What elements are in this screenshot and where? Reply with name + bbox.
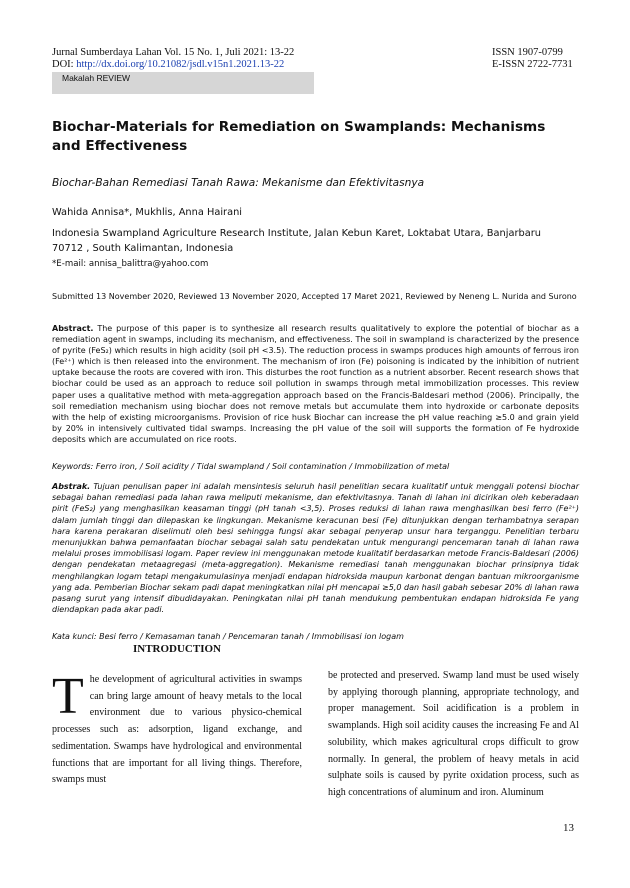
- kata-kunci: Kata kunci: Besi ferro / Kemasaman tanah / Pencemaran tanah / Immobilisasi ion logam: [52, 632, 404, 641]
- doi-link[interactable]: http://dx.doi.org/10.21082/jsdl.v15n1.2021.13-22: [76, 59, 285, 70]
- doi-line: [52, 59, 284, 71]
- author-list: Wahida Annisa*, Mukhlis, Anna Hairani: [52, 207, 243, 218]
- section-heading-introduction: INTRODUCTION: [132, 643, 221, 655]
- corresponding-email: *E-mail: annisa_balittra@yahoo.com: [52, 259, 209, 269]
- issn: ISSN 1907-0799: [492, 47, 563, 58]
- abstrak-label: Abstrak.: [52, 482, 91, 491]
- abstract-label: Abstract.: [52, 324, 94, 333]
- abstract: [52, 323, 579, 445]
- journal-citation: Jurnal Sumberdaya Lahan Vol. 15 No. 1, Juli 2021: 13-22: [52, 47, 295, 58]
- intro-right-column: be protected and preserved. Swamp land must be used wisely by applying thorough planning, appropriate technology, and proper management. Soil acidification is a problem in swamplands. High soil acidity causes the increasing Fe and Al solubility, which makes agricultural crops difficult to grow normally. In general, the problem of heavy metals in acid sulphate soils is caused by pyrite oxidation process, such as high concentrations of aluminum and iron. Aluminum: [328, 670, 579, 798]
- intro-left-text: he development of agricultural activities in swamps can bring large amount of heavy metals to the local environment due to various physico-chemical processes such as: adsorption, ligand exchange, and sedimentation. Swamps have hydrological and environmental functions that are important for all living things. Therefore, swamps must: [52, 674, 302, 786]
- affiliation: Indonesia Swampland Agriculture Research Institute, Jalan Kebun Karet, Loktabat Utara, Banjarbaru 70712 , South Kalimantan, Indonesia: [52, 228, 541, 254]
- submission-history: Submitted 13 November 2020, Reviewed 13 November 2020, Accepted 17 Maret 2021, Reviewed by Neneng L. Nurida and Surono: [52, 292, 577, 301]
- abstract-text: The purpose of this paper is to synthesize all research results qualitatively to explore the potential of biochar as a remediation agent in swamps, including its mechanism, and effectiveness. The soil in swampland is characterized by the presence of pyrite (FeS₂) which results in high acidity (soil pH <3.5). The reduction process in swamps produces high amounts of ferrous iron (Fe²⁺) which is then released into the environment. The mechanism of iron (Fe) poisoning is indicated by the inhibition of nutrient uptake because the roots are covered with iron. This disturbes the root function as a nutrient absorber. Recent research shows that biochar could be used as an approach to reduce soil pollution in swamps through metal immobilization processes. This review paper uses a qualitative method with meta-aggregation approach based on the Francis-Baldesari method (2006). Principally, the soil remediation mechanism using biochar does not remove metals but accumulate them into hydroxide or carbonate deposits with the help of existing microorganisms. Provision of rice husk Biochar can increase the pH value reaching ≥5.0 and grain yield by 20% in intensively cultivated tidal swamps. Increasing the pH value of the soil will supports the formation of Fe hydroxide deposits which are accumulated on rice roots.: [52, 324, 580, 444]
- paper-title: Biochar-Materials for Remediation on Swamplands: Mechanisms and Effectiveness: [52, 119, 546, 154]
- keywords: Keywords: Ferro iron, / Soil acidity / Tidal swampland / Soil contamination / Immobilization of metal: [52, 462, 450, 471]
- abstrak: [52, 481, 579, 615]
- doi-label: DOI:: [52, 59, 74, 70]
- article-type-tag: Makalah REVIEW: [52, 72, 314, 94]
- abstrak-text: Tujuan penulisan paper ini adalah mensintesis seluruh hasil penelitian secara kualitatif untuk menggali potensi biochar sebagai bahan remediasi pada lahan rawa meliputi mekanisme, dan efektivitasnya. Tanah di lahan ini dicirikan oleh keberadaan pirit (FeS₂) yang menghasilkan keasaman tinggi (pH tanah <3,5). Proses reduksi di lahan rawa menghasilkan besi ferro (Fe²⁺) dalam jumlah tinggi dan dilepaskan ke lingkungan. Mekanisme keracunan besi (Fe) ditunjukkan dengan terhambatnya serapan hara karena perakaran diselimuti oleh besi sehingga fungsi akar sebagai penyerap unsur hara terganggu. Penelitian terbaru menunjukkan bahwa pemanfaatan biochar sebagai salah satu pendekatan untuk mengurangi pencemaran tanah di lahan rawa melalui proses immobilisasi logam. Paper review ini menggunakan metode kualitatif berdasarkan metode Francis-Baldesari (2006) dengan pendekatan metaagregasi (meta-aggregation). Mekanisme remediasi tanah menggunakan biochar prinsipnya tidak menghilangkan logam tetapi mengakumulasinya menjadi endapan hidroksida maupun karbonat dengan bantuan mikroorganisme yang ada. Pemberian Biochar sekam padi dapat meningkatkan nilai pH mencapai ≥5,0 dan hasil gabah sebesar 20% di lahan rawa pasang surut yang intensif dibudidayakan. Peningkatan nilai pH tanah mendukung pembentukan endapan hidroksida Fe yang diendapkan pada akar padi.: [52, 482, 580, 615]
- eissn: E-ISSN 2722-7731: [492, 59, 573, 70]
- intro-left-column: [52, 668, 302, 789]
- drop-cap: T: [52, 668, 84, 725]
- paper-subtitle: Biochar-Bahan Remediasi Tanah Rawa: Mekanisme dan Efektivitasnya: [52, 177, 425, 189]
- page-number: 13: [563, 822, 574, 834]
